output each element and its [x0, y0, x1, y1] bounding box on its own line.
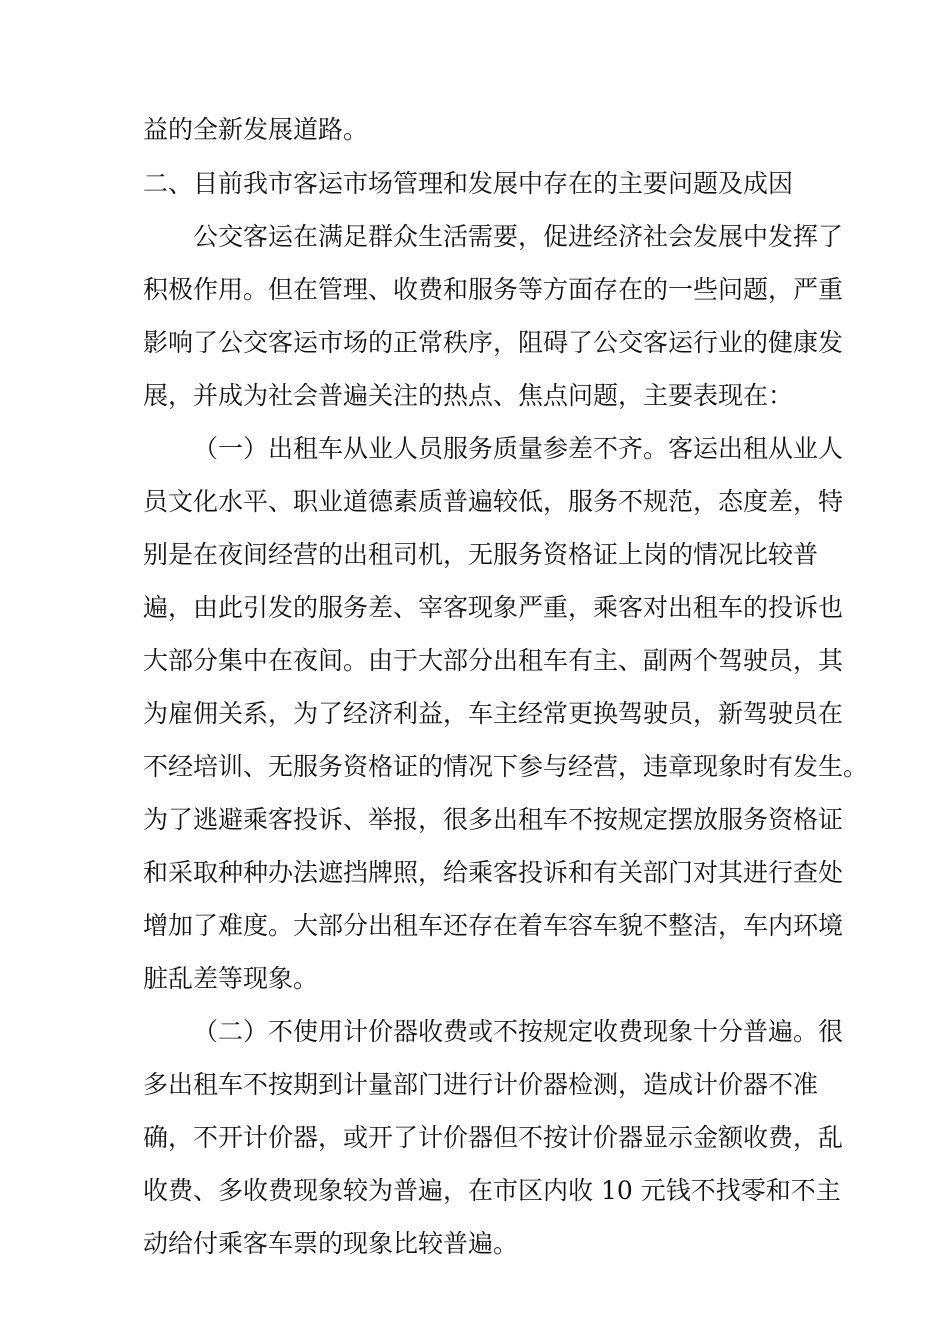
- text-line: 益的全新发展道路。: [143, 115, 369, 144]
- text-line: 为了逃避乘客投诉、举报，很多出租车不按规定摆放服务资格证: [143, 805, 844, 834]
- text-line: 和采取种种办法遮挡牌照，给乘客投诉和有关部门对其进行查处: [143, 858, 844, 887]
- text-line: 影响了公交客运市场的正常秩序，阻碍了公交客运行业的健康发: [143, 328, 844, 357]
- text-line: 收费、多收费现象较为普遍，在市区内收 10 元钱不找零和不主: [143, 1176, 841, 1205]
- text-line: 脏乱差等现象。: [143, 964, 319, 993]
- text-line: 多出租车不按期到计量部门进行计价器检测，造成计价器不准: [143, 1070, 819, 1099]
- text-line: 为雇佣关系，为了经济利益，车主经常更换驾驶员，新驾驶员在: [143, 699, 844, 728]
- text-line: （一）出租车从业人员服务质量参差不齐。客运出租从业人: [193, 434, 844, 463]
- text-line: 确，不开计价器，或开了计价器但不按计价器显示金额收费，乱: [143, 1123, 844, 1152]
- text-line: 积极作用。但在管理、收费和服务等方面存在的一些问题，严重: [143, 275, 844, 304]
- text-line: 别是在夜间经营的出租司机，无服务资格证上岗的情况比较普: [143, 540, 819, 569]
- text-line: 员文化水平、职业道德素质普遍较低，服务不规范，态度差，特: [143, 487, 844, 516]
- text-line: 增加了难度。大部分出租车还存在着车容车貌不整洁，车内环境: [143, 911, 844, 940]
- text-line: 动给付乘客车票的现象比较普遍。: [143, 1229, 519, 1258]
- text-line: 遍，由此引发的服务差、宰客现象严重，乘客对出租车的投诉也: [143, 593, 844, 622]
- text-line: 公交客运在满足群众生活需要，促进经济社会发展中发挥了: [193, 222, 844, 251]
- text-line: 不经培训、无服务资格证的情况下参与经营，违章现象时有发生。: [143, 752, 869, 781]
- text-line: 展，并成为社会普遍关注的热点、焦点问题，主要表现在：: [143, 381, 794, 410]
- text-line: 大部分集中在夜间。由于大部分出租车有主、副两个驾驶员，其: [143, 646, 844, 675]
- text-line: （二）不使用计价器收费或不按规定收费现象十分普遍。很: [193, 1017, 844, 1046]
- section-heading: 二、目前我市客运市场管理和发展中存在的主要问题及成因: [143, 169, 794, 198]
